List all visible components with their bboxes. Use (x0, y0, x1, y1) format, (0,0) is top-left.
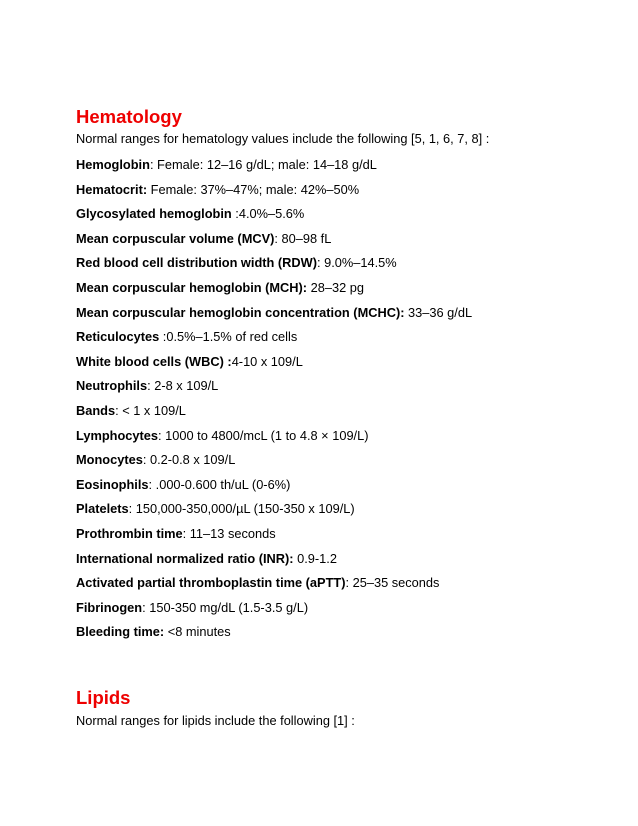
entry-eosinophils (76, 477, 472, 502)
entry-value: : < 1 x 109/L (115, 402, 186, 418)
entry-term: Hematocrit: (76, 181, 148, 197)
entry-value: : 9.0%–14.5% (316, 255, 397, 271)
entry-value: : 150,000-350,000/µL (150-350 x 109/L) (128, 501, 355, 517)
entry-platelets (76, 501, 472, 526)
entry-term: Lymphocytes (76, 427, 159, 443)
entry-term: Red blood cell distribution width (RDW) (76, 255, 317, 271)
entry-glycosylated-hemoglobin (76, 206, 472, 231)
entry-term: International normalized ratio (INR): (76, 550, 294, 566)
entry-term: Activated partial thromboplastin time (aPTT) (76, 575, 346, 591)
entry-mch (76, 280, 472, 305)
entry-value: : 150-350 mg/dL (1.5-3.5 g/L) (142, 599, 309, 615)
entry-term: Platelets (76, 501, 129, 517)
entry-value: <8 minutes (164, 624, 231, 640)
entry-term: Neutrophils (76, 378, 148, 394)
hematology-heading: Hematology (76, 106, 182, 127)
entry-value: :4.0%–5.6% (231, 206, 305, 222)
entry-value: : 25–35 seconds (345, 575, 440, 591)
entry-value: : .000-0.600 th/uL (0-6%) (148, 476, 291, 492)
entry-value: : Female: 12–16 g/dL; male: 14–18 g/dL (149, 157, 377, 172)
entry-value: 33–36 g/dL (404, 304, 473, 320)
entry-term: Bands (76, 402, 116, 418)
entry-monocytes (76, 452, 472, 477)
hematology-values-list (76, 157, 472, 649)
entry-value: : 1000 to 4800/mcL (1 to 4.8 × 109/L) (158, 427, 369, 443)
entry-term: Glycosylated hemoglobin (76, 206, 232, 222)
entry-term: White blood cells (WBC) : (76, 353, 232, 369)
entry-term: Hemoglobin (76, 157, 150, 172)
entry-reticulocytes (76, 329, 472, 354)
entry-value: :0.5%–1.5% of red cells (159, 329, 298, 345)
entry-aptt (76, 575, 472, 600)
entry-value: 0.9-1.2 (293, 550, 337, 566)
entry-prothrombin-time (76, 526, 472, 551)
entry-term: Mean corpuscular hemoglobin (MCH): (76, 279, 308, 295)
entry-value: : 0.2-0.8 x 109/L (142, 452, 236, 468)
hematology-intro: Normal ranges for hematology values include the following [5, 1, 6, 7, 8] : (76, 131, 490, 146)
entry-inr (76, 551, 472, 576)
entry-value: 4-10 x 109/L (231, 353, 303, 369)
entry-mchc (76, 305, 472, 330)
entry-term: Eosinophils (76, 476, 149, 492)
entry-hemoglobin (76, 157, 472, 182)
entry-neutrophils (76, 378, 472, 403)
lipids-intro: Normal ranges for lipids include the following [1] : (76, 713, 355, 728)
entry-term: Prothrombin time (76, 525, 183, 541)
entry-term: Mean corpuscular hemoglobin concentration (MCHC): (76, 304, 405, 320)
entry-rdw (76, 255, 472, 280)
entry-lymphocytes (76, 428, 472, 453)
entry-term: Monocytes (76, 452, 143, 468)
entry-bands (76, 403, 472, 428)
entry-value: Female: 37%–47%; male: 42%–50% (147, 181, 360, 197)
entry-value: : 80–98 fL (274, 230, 332, 246)
entry-hematocrit (76, 182, 472, 207)
entry-bleeding-time (76, 624, 472, 649)
entry-fibrinogen (76, 600, 472, 625)
entry-value: : 2-8 x 109/L (147, 378, 219, 394)
entry-term: Fibrinogen (76, 599, 143, 615)
lipids-heading: Lipids (76, 687, 131, 708)
entry-value: : 11–13 seconds (182, 525, 276, 541)
entry-mcv (76, 231, 472, 256)
entry-term: Mean corpuscular volume (MCV) (76, 230, 275, 246)
entry-term: Bleeding time: (76, 624, 165, 640)
entry-wbc (76, 354, 472, 379)
entry-term: Reticulocytes (76, 329, 160, 345)
entry-value: 28–32 pg (307, 279, 365, 295)
